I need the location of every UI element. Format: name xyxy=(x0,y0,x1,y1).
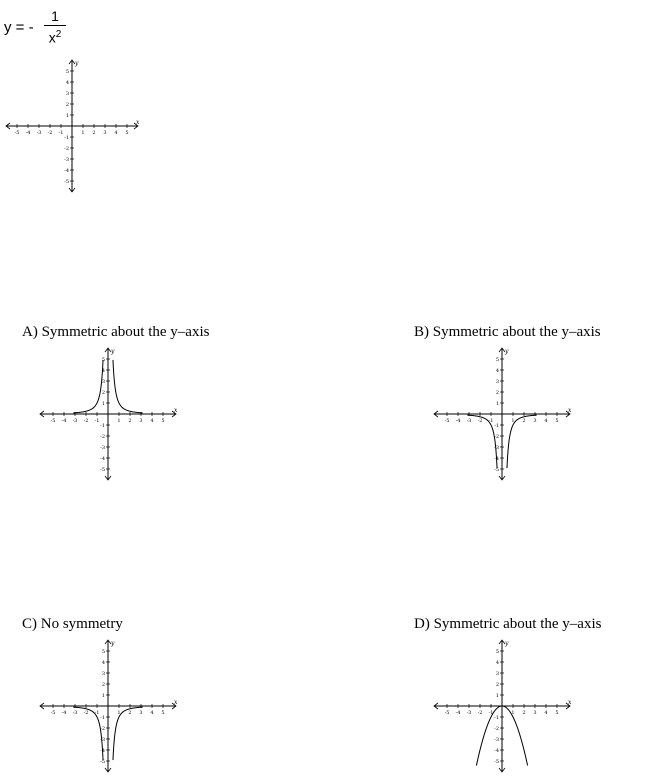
x-tick-label: -2 xyxy=(477,710,483,716)
choice-b-graph xyxy=(432,346,572,482)
x-tick-label: 4 xyxy=(114,130,118,136)
x-tick-label: -4 xyxy=(61,710,67,716)
y-tick-label: 5 xyxy=(495,357,499,363)
choice-b-text: Symmetric about the y–axis xyxy=(432,324,601,340)
curve-branch-2 xyxy=(113,360,143,413)
y-tick-label: -2 xyxy=(64,146,69,152)
y-tick-label: -2 xyxy=(494,726,499,732)
choice-d-text: Symmetric about the y–axis xyxy=(433,616,602,632)
x-tick-label: 1 xyxy=(511,418,515,424)
x-tick-label: 3 xyxy=(533,710,537,716)
choice-d-graph xyxy=(432,638,572,774)
choice-b-graph-svg xyxy=(432,346,572,482)
fraction-bar xyxy=(44,25,66,26)
choice-b-letter: B) xyxy=(414,324,429,340)
x-tick-label: 4 xyxy=(150,710,154,716)
x-tick-label: 2 xyxy=(522,418,526,424)
x-tick-label: -4 xyxy=(61,418,67,424)
x-tick-label: 4 xyxy=(544,710,548,716)
x-axis-name: x xyxy=(174,407,178,414)
x-tick-label: -2 xyxy=(83,418,89,424)
y-tick-label: 3 xyxy=(101,379,105,385)
choice-c-graph xyxy=(38,638,178,774)
y-tick-label: 4 xyxy=(495,660,499,666)
x-tick-label: -5 xyxy=(14,130,20,136)
y-tick-label: 1 xyxy=(101,401,105,407)
y-tick-label: 1 xyxy=(101,693,105,699)
x-tick-label: 5 xyxy=(125,130,129,136)
x-tick-label: -3 xyxy=(466,710,472,716)
choice-d-letter: D) xyxy=(414,616,430,632)
x-tick-label: 2 xyxy=(128,710,132,716)
choice-d-label[interactable] xyxy=(414,616,601,633)
x-tick-label: -1 xyxy=(94,710,100,716)
y-tick-label: -1 xyxy=(64,135,69,141)
y-tick-label: -3 xyxy=(494,445,499,451)
x-tick-label: -5 xyxy=(50,710,56,716)
choice-a-text: Symmetric about the y–axis xyxy=(41,324,210,340)
x-tick-label: -3 xyxy=(466,418,472,424)
y-tick-label: 3 xyxy=(101,671,105,677)
x-tick-label: 5 xyxy=(555,418,559,424)
y-tick-label: 3 xyxy=(495,671,499,677)
y-tick-label: 3 xyxy=(495,379,499,385)
x-tick-label: -3 xyxy=(36,130,42,136)
choice-a-label[interactable] xyxy=(22,324,209,341)
choice-a-graph-svg xyxy=(38,346,178,482)
x-tick-label: 2 xyxy=(522,710,526,716)
choice-a-letter: A) xyxy=(22,324,38,340)
y-axis-name: y xyxy=(505,348,509,355)
question-lhs: y = - xyxy=(4,19,34,36)
y-tick-label: -4 xyxy=(100,456,105,462)
y-tick-label: 2 xyxy=(101,390,105,396)
y-tick-label: -1 xyxy=(494,715,499,721)
fraction-numerator: 1 xyxy=(51,8,59,24)
x-tick-label: 3 xyxy=(139,710,143,716)
y-tick-label: -4 xyxy=(64,168,69,174)
x-axis-name: x xyxy=(568,699,572,706)
x-tick-label: -3 xyxy=(72,710,78,716)
x-tick-label: -4 xyxy=(25,130,31,136)
y-axis-name: y xyxy=(111,640,115,647)
x-tick-label: -1 xyxy=(488,418,494,424)
x-tick-label: 1 xyxy=(81,130,85,136)
y-tick-label: -4 xyxy=(494,748,499,754)
y-tick-label: 3 xyxy=(65,91,69,97)
x-axis-name: x xyxy=(136,119,140,126)
x-tick-label: -1 xyxy=(58,130,64,136)
x-tick-label: -2 xyxy=(83,710,89,716)
y-tick-label: 4 xyxy=(495,368,499,374)
x-tick-label: -5 xyxy=(444,710,450,716)
x-tick-label: -2 xyxy=(477,418,483,424)
x-tick-label: 1 xyxy=(511,710,515,716)
y-tick-label: 1 xyxy=(495,401,499,407)
choice-d-graph-svg xyxy=(432,638,572,774)
curve-branch-1 xyxy=(73,360,103,413)
question-graph-svg xyxy=(4,58,140,194)
y-tick-label: 1 xyxy=(65,113,69,119)
choice-c-label[interactable] xyxy=(22,616,123,633)
x-tick-label: 5 xyxy=(555,710,559,716)
x-tick-label: -4 xyxy=(455,418,461,424)
choice-b-label[interactable] xyxy=(414,324,601,341)
y-tick-label: -5 xyxy=(494,467,499,473)
choice-c-letter: C) xyxy=(22,616,37,632)
y-tick-label: 4 xyxy=(101,660,105,666)
y-tick-label: -2 xyxy=(100,434,105,440)
choice-c-graph-svg xyxy=(38,638,178,774)
y-tick-label: -2 xyxy=(100,726,105,732)
denominator-base: x xyxy=(48,29,56,46)
y-tick-label: 5 xyxy=(65,69,69,75)
y-tick-label: -3 xyxy=(100,737,105,743)
x-tick-label: -5 xyxy=(50,418,56,424)
y-axis-name: y xyxy=(111,348,115,355)
x-tick-label: 1 xyxy=(117,710,121,716)
question-fraction xyxy=(44,8,66,46)
x-tick-label: -3 xyxy=(72,418,78,424)
y-axis-name: y xyxy=(505,640,509,647)
y-tick-label: 5 xyxy=(495,649,499,655)
x-tick-label: -1 xyxy=(94,418,100,424)
y-tick-label: 4 xyxy=(101,368,105,374)
x-tick-label: 3 xyxy=(139,418,143,424)
y-tick-label: -5 xyxy=(64,179,69,185)
x-tick-label: 1 xyxy=(117,418,121,424)
y-tick-label: -5 xyxy=(494,759,499,765)
choice-c-text: No symmetry xyxy=(40,616,123,632)
y-tick-label: 2 xyxy=(495,682,499,688)
x-tick-label: 3 xyxy=(103,130,107,136)
x-axis-name: x xyxy=(568,407,572,414)
y-tick-label: 2 xyxy=(65,102,69,108)
x-tick-label: 2 xyxy=(128,418,132,424)
x-tick-label: -5 xyxy=(444,418,450,424)
y-tick-label: -2 xyxy=(494,434,499,440)
x-tick-label: 2 xyxy=(92,130,96,136)
x-tick-label: -2 xyxy=(47,130,53,136)
y-tick-label: -3 xyxy=(494,737,499,743)
y-tick-label: -1 xyxy=(100,715,105,721)
x-tick-label: 5 xyxy=(161,418,165,424)
question-graph xyxy=(4,58,140,194)
y-tick-label: -3 xyxy=(64,157,69,163)
x-tick-label: -1 xyxy=(488,710,494,716)
x-tick-label: 3 xyxy=(533,418,537,424)
y-tick-label: 4 xyxy=(65,80,69,86)
y-tick-label: -4 xyxy=(100,748,105,754)
y-tick-label: 1 xyxy=(495,693,499,699)
y-tick-label: 5 xyxy=(101,357,105,363)
y-tick-label: 5 xyxy=(101,649,105,655)
x-tick-label: 4 xyxy=(150,418,154,424)
y-tick-label: -5 xyxy=(100,759,105,765)
denominator-exponent: 2 xyxy=(55,29,62,40)
y-tick-label: -1 xyxy=(100,423,105,429)
fraction-denominator xyxy=(44,27,66,46)
y-tick-label: -3 xyxy=(100,445,105,451)
y-tick-label: -4 xyxy=(494,456,499,462)
y-tick-label: 2 xyxy=(495,390,499,396)
x-tick-label: -4 xyxy=(455,710,461,716)
y-tick-label: 2 xyxy=(101,682,105,688)
y-tick-label: -5 xyxy=(100,467,105,473)
x-tick-label: 5 xyxy=(161,710,165,716)
x-axis-name: x xyxy=(174,699,178,706)
y-axis-name: y xyxy=(75,60,79,67)
x-tick-label: 4 xyxy=(544,418,548,424)
choice-a-graph xyxy=(38,346,178,482)
y-tick-label: -1 xyxy=(494,423,499,429)
